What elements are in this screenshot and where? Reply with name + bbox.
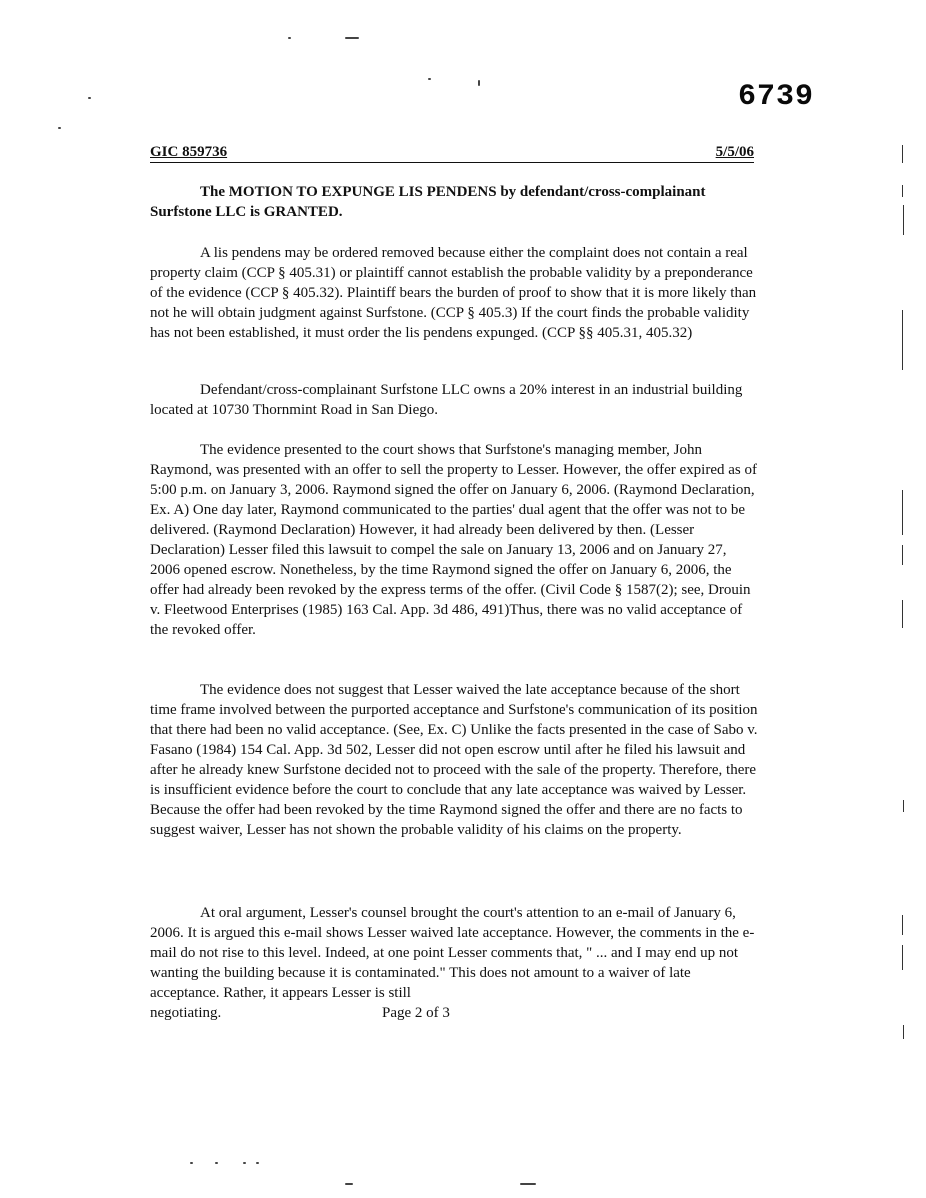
paragraph-evidence: The evidence presented to the court shows that Surfstone's managing member, John Raymond, was presented with an offer to sell the property to Lesser. However, the offer expired as of 5:00 p.m. on January 3, 2006. Raymond signed the offer on January 6, 2006. (Raymond Declaration, Ex. A) One day later, Raymond communicated to the parties' dual agent that the offer was not to be delivered. (Raymond Declaration) However, it had already been delivered by then. (Lesser Declaration) Lesser filed this lawsuit to compel the sale on January 13, 2006 and on January 27, 2006 opened escrow. Nonetheless, by the time Raymond signed the offer on January 6, 2006, the offer had already been revoked by the express terms of the offer. (Civil Code § 1587(2); see, Drouin v. Fleetwood Enterprises (1985) 163 Cal. App. 3d 486, 491)Thus, there was no valid acceptance of the revoked offer. <box>150 442 757 638</box>
scan-speck <box>190 1162 193 1164</box>
scan-speck <box>58 127 61 129</box>
margin-mark <box>903 205 904 235</box>
case-header <box>150 144 754 163</box>
scan-speck <box>243 1162 246 1164</box>
margin-mark <box>902 945 903 970</box>
page-label: Page 2 of 3 <box>382 1005 450 1021</box>
ruling-heading: The MOTION TO EXPUNGE LIS PENDENS by defendant/cross-complainant Surfstone LLC is GRANTED. <box>150 184 706 220</box>
case-number: GIC 859736 <box>150 144 228 160</box>
paragraph-waiver: The evidence does not suggest that Lesser waived the late acceptance because of the short time frame involved between the purported acceptance and Surfstone's communication of its position that there had been no valid acceptance. (See, Ex. C) Unlike the facts presented in the case of Sabo v. Fasano (1984) 154 Cal. App. 3d 502, Lesser did not open escrow until after he filed his lawsuit and after he already knew Surfstone decided not to proceed with the sale of the property. Therefore, there is insufficient evidence before the court to conclude that any late acceptance was waived by Lesser. Because the offer had been revoked by the time Raymond signed the offer and there are no facts to suggest waiver, Lesser has not shown the probable validity of his claims on the property. <box>150 682 758 838</box>
scan-speck <box>428 78 431 80</box>
paragraph-legal-standard: A lis pendens may be ordered removed because either the complaint does not contain a real property claim (CCP § 405.31) or plaintiff cannot establish the probable validity by a preponderance of the evidence (CCP § 405.32). Plaintiff bears the burden of proof to show that it is more likely than not he will obtain judgment against Surfstone. (CCP § 405.3) If the court finds the probable validity has not been established, it must order the lis pendens expunged. (CCP §§ 405.31, 405.32) <box>150 245 757 341</box>
scan-speck <box>215 1162 218 1164</box>
paragraph-ownership: Defendant/cross-complainant Surfstone LLC owns a 20% interest in an industrial building located at 10730 Thornmint Road in San Diego. <box>150 382 743 418</box>
scan-speck <box>478 80 480 86</box>
paragraph-oral-argument: At oral argument, Lesser's counsel brought the court's attention to an e-mail of January 6, 2006. It is argued this e-mail shows Lesser waived late acceptance. However, the comments in the e-mail do not rise to this level. Indeed, at one point Lesser comments that, " ... and I may end up not wanting the building because it is contaminated." This does not amount to a waiver of late acceptance. Rather, it appears Lesser is still <box>150 905 755 1001</box>
scan-speck <box>288 37 291 39</box>
scan-speck <box>520 1183 536 1185</box>
margin-mark <box>903 1025 904 1039</box>
margin-mark <box>902 545 903 565</box>
scan-speck <box>256 1162 259 1164</box>
paragraph-continuation: negotiating. <box>150 1005 222 1021</box>
scan-speck <box>88 97 91 99</box>
ruling-date: 5/5/06 <box>715 144 754 160</box>
margin-mark <box>902 185 903 197</box>
margin-mark <box>902 145 903 163</box>
stamped-page-number: 6739 <box>738 80 815 114</box>
scan-speck <box>345 1183 353 1185</box>
scan-speck <box>345 37 359 39</box>
margin-mark <box>902 915 903 935</box>
footer-row <box>150 1003 750 1023</box>
margin-mark <box>903 800 904 812</box>
margin-mark <box>902 310 903 370</box>
margin-mark <box>902 490 903 535</box>
margin-mark <box>902 600 903 628</box>
